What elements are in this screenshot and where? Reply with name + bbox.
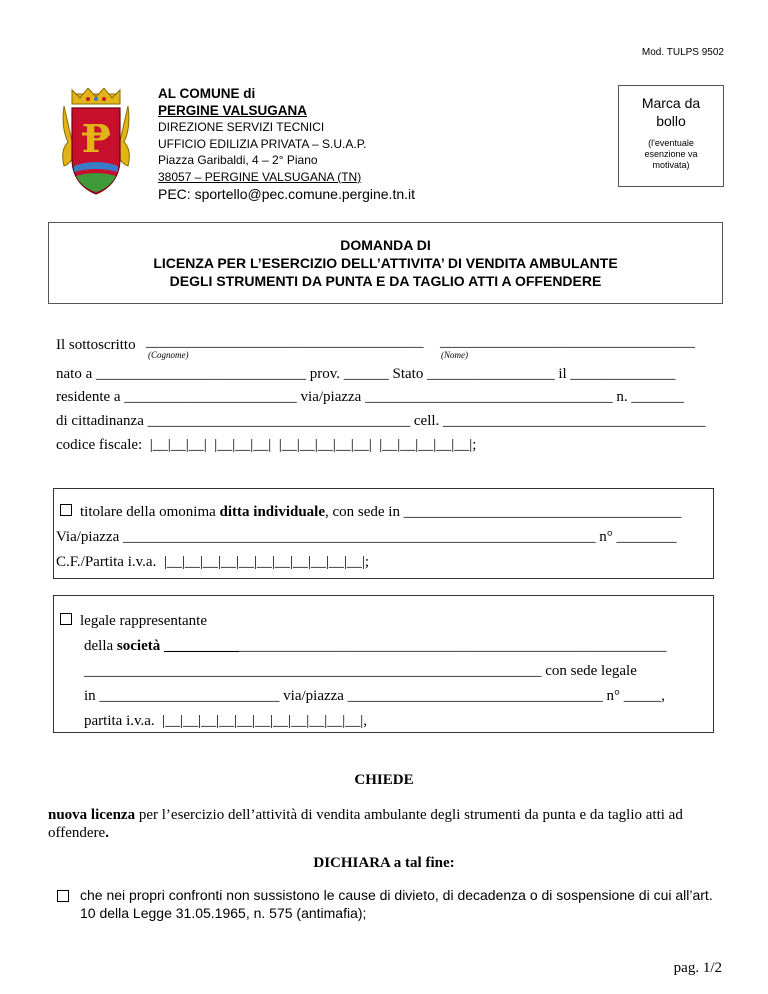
individual-text-a: titolare della omonima [80, 504, 220, 520]
recipient-line2: PERGINE VALSUGANA [158, 102, 308, 118]
stamp-note-3: motivata) [652, 160, 690, 170]
department: DIREZIONE SERVIZI TECNICI [158, 120, 325, 134]
page-number: pag. 1/2 [673, 960, 722, 976]
individual-street-line[interactable]: Via/piazza _______________________________________________________________ n° ________ [56, 529, 677, 545]
revenue-stamp-box [618, 85, 724, 187]
svg-text:P: P [81, 116, 111, 161]
company-name-b: società __________ [116, 638, 239, 654]
recipient-address [158, 86, 415, 203]
declaration-checkbox[interactable] [57, 890, 69, 902]
individual-text-c[interactable]: , con sede in _____________________________________ [325, 504, 682, 520]
title-line1: DOMANDA DI [340, 237, 431, 253]
applicant-label: Il sottoscritto [56, 337, 136, 353]
request-end: . [105, 825, 109, 841]
declaration-item-1: che nei propri confronti non sussistono le cause di divieto, di decadenza o di sospensione di cui all’art. 10 della Legge 31.05.1965, n. 575 (antimafia); [80, 887, 713, 921]
model-code: Mod. TULPS 9502 [641, 47, 724, 58]
stamp-note-1: (l'eventuale [648, 138, 694, 148]
residence-line[interactable]: residente a _______________________ via/piazza _________________________________ n. _______ [56, 389, 684, 405]
company-checkbox[interactable] [60, 613, 72, 625]
title-line3: DEGLI STRUMENTI DA PUNTA E DA TAGLIO ATTI A OFFENDERE [169, 273, 602, 289]
name-caption: (Nome) [441, 350, 468, 360]
name-field[interactable]: __________________________________ [440, 334, 695, 350]
tax-code-line[interactable]: codice fiscale: |__|__|__| |__|__|__| |__|__|__|__|__| |__|__|__|__|__|; [56, 437, 477, 453]
company-name-a: della [84, 638, 117, 654]
office: UFFICIO EDILIZIA PRIVATA – S.U.A.P. [158, 136, 367, 151]
stamp-title-2: bollo [656, 113, 686, 129]
document-title [48, 222, 723, 304]
birth-line[interactable]: nato a ____________________________ prov. ______ Stato _________________ il ______________ [56, 366, 676, 382]
city-address: 38057 – PERGINE VALSUGANA (TN) [158, 169, 362, 184]
request-rest: per l’esercizio dell’attività di vendita ambulante degli strumenti da punta e da taglio atti ad offendere [48, 807, 683, 841]
stamp-note-2: esenzione va [644, 149, 698, 159]
company-rep-line [60, 612, 207, 630]
citizenship-line[interactable]: di cittadinanza ___________________________________ cell. ___________________________________ [56, 413, 706, 429]
request-text [48, 806, 723, 842]
surname-caption: (Cognome) [148, 350, 189, 360]
individual-checkbox[interactable] [60, 504, 72, 516]
title-line2: LICENZA PER L’ESERCIZIO DELL’ATTIVITA’ DI VENDITA AMBULANTE [153, 255, 618, 271]
request-heading: CHIEDE [354, 772, 414, 788]
individual-business-line [60, 503, 681, 521]
individual-vat-line[interactable]: C.F./Partita i.v.a. |__|__|__|__|__|__|__|__|__|__|__|; [56, 554, 370, 570]
street-address: Piazza Garibaldi, 4 – 2° Piano [158, 153, 318, 167]
recipient-line1: AL COMUNE di [158, 86, 256, 101]
individual-text-b: ditta individuale [219, 504, 325, 520]
surname-field[interactable]: _____________________________________ [146, 334, 424, 350]
request-bold: nuova licenza [48, 807, 136, 823]
municipal-coat-of-arms [60, 88, 132, 200]
declaration-heading: DICHIARA a tal fine: [313, 855, 455, 871]
pec-email: PEC: sportello@pec.comune.pergine.tn.it [158, 186, 416, 202]
company-vat-line[interactable]: partita i.v.a. |__|__|__|__|__|__|__|__|__|__|__|, [84, 713, 367, 729]
company-rep-text: legale rappresentante [80, 613, 208, 629]
company-address-line[interactable]: in ________________________ via/piazza __________________________________ n° _____, [84, 688, 665, 704]
stamp-title-1: Marca da [641, 95, 701, 111]
company-name-line[interactable] [84, 637, 666, 655]
company-name-c[interactable]: _________________________________________________________ [238, 638, 667, 654]
company-seat-line[interactable]: _____________________________________________________________ con sede legale [84, 663, 637, 679]
